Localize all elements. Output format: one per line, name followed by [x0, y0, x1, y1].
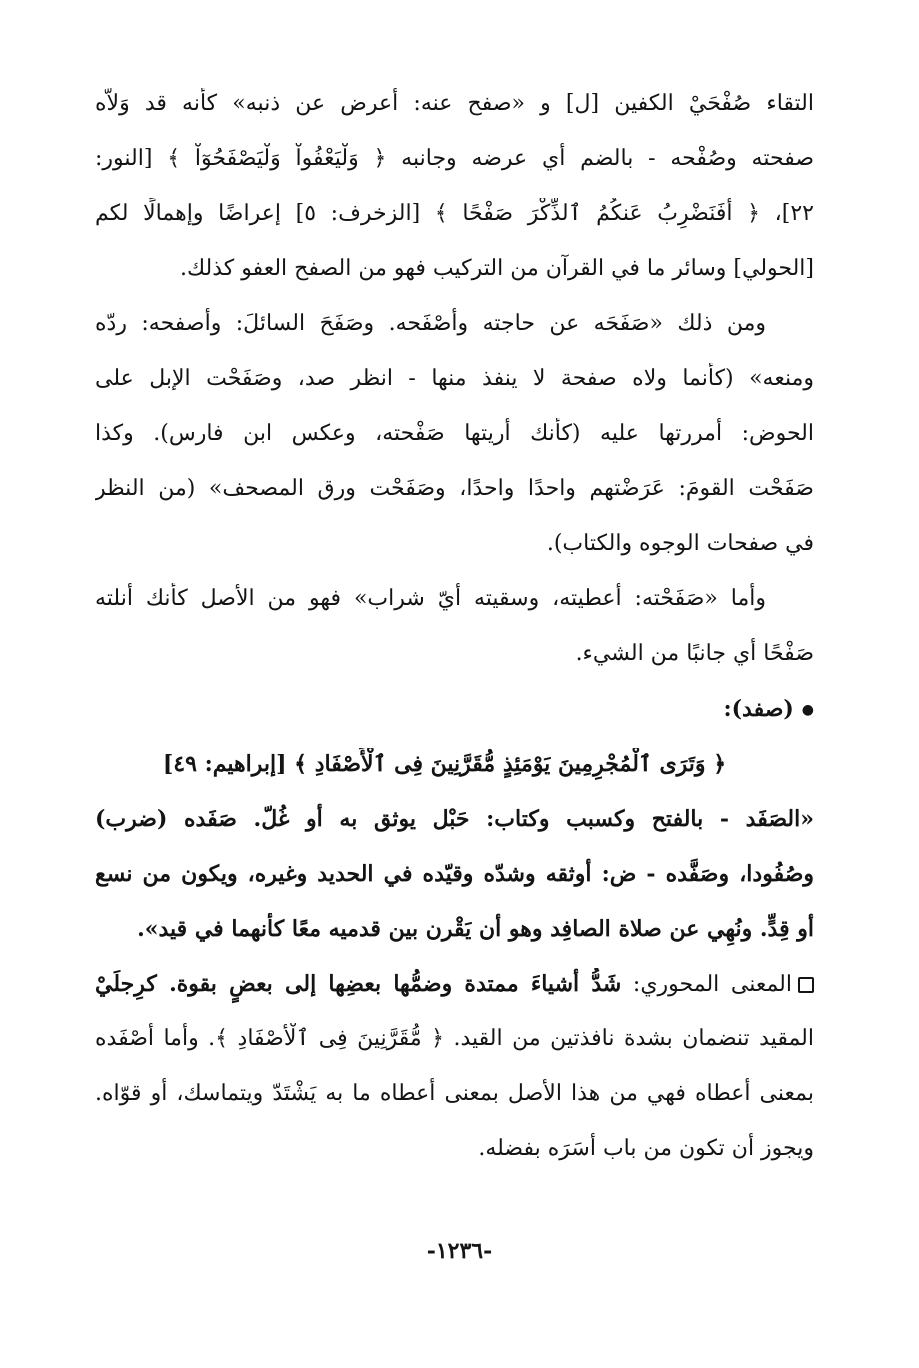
text-line: بمعنى أعطاه فهي من هذا الأصل بمعنى أعطاه ما به يَشْتَدّ ويتماسك، أو قوّاه. — [95, 1081, 814, 1106]
text-line: ومن ذلك «صَفَحَه عن حاجته وأَصْفَحه. وصَفَحَ السائلَ: وأصفحه: ردّه — [95, 311, 766, 336]
page-body — [95, 88, 814, 1188]
paragraph-core-meaning — [95, 968, 814, 1188]
text-line: صَفْحًا أي جانبًا من الشيء. — [575, 641, 814, 666]
square-marker-icon — [798, 977, 814, 993]
text-line: في صفحات الوجوه والكتاب). — [546, 531, 814, 556]
entry-heading-text: (صفد): — [723, 696, 794, 722]
paragraph-dictionary-definition — [95, 803, 814, 968]
bullet-icon: ● — [801, 702, 814, 718]
text-line: ويجوز أن تكون من باب أَسَرَه بفضله. — [478, 1136, 814, 1161]
core-meaning-label: المعنى المحوري: — [632, 972, 792, 997]
page-number: -١٢٣٦- — [426, 1238, 493, 1264]
text-line: «الصَفَد - بالفتح وكسبب وكتاب: حَبْل يوثق به أو غُلّ. صَفَده (ضرب) — [95, 806, 814, 832]
text-line: ٢٢]، ﴿ أَفَنَضْرِبُ عَنكُمُ ٱلذِّكْرَ صَفْحًا ﴾ [الزخرف: ٥] إعراضًا وإهمالًا لكم — [95, 201, 814, 226]
paragraph-safahahu — [95, 308, 814, 583]
paragraph-safahtuhu — [95, 583, 814, 693]
text-line: [الحولي] وسائر ما في القرآن من التركيب فهو من الصفح العفو كذلك. — [179, 256, 814, 281]
entry-heading — [95, 693, 814, 748]
text-line: وأما «صَفَحْته: أعطيته، وسقيته أيّ شراب» فهو من الأصل كأنك أنلته — [95, 586, 766, 611]
text-line: صَفَحْت القومَ: عَرَضْتهم واحدًا واحدًا، وصَفَحْت ورق المصحف» (من النظر — [95, 476, 814, 501]
text-line — [95, 968, 814, 1023]
core-meaning-text: شَدُّ أشياءَ ممتدة وضمُّها بعضِها إلى بعضٍ بقوة. كرِجلَيْ — [95, 971, 622, 997]
text-line: المقيد تنضمان بشدة نافذتين من القيد. ﴿ مُّقَرَّنِينَ فِى ٱلْأَصْفَادِ ﴾. وأما أَصْفَده — [95, 1026, 814, 1051]
text-line: التقاء صُفْحَيْ الكفين [ل] و «صفح عنه: أعرض عن ذنبه» كأنه قد وَلاّه — [95, 91, 814, 116]
paragraph-safh-continuation — [95, 88, 814, 308]
quran-verse: ﴿ وَتَرَى ٱلْمُجْرِمِينَ يَوْمَئِذٍ مُّقَرَّنِينَ فِى ٱلْأَصْفَادِ ﴾ [إبراهيم: ٤٩] — [162, 751, 727, 777]
text-line: أو قِدٍّ. ونُهِي عن صلاة الصافِد وهو أن يَقْرن بين قدميه معًا كأنهما في قيد». — [137, 916, 814, 942]
text-line: ومنعه» (كأنما ولاه صفحة لا ينفذ منها - انظر صد، وصَفَحْت الإبل على — [95, 366, 814, 391]
text-line: الحوض: أمررتها عليه (كأنك أريتها صَفْحته، وعكس ابن فارس). وكذا — [95, 421, 814, 446]
text-line: وصُفُودا، وصَفَّده - ض: أوثقه وشدّه وقيّده في الحديد وغيره، ويكون من نسع — [95, 861, 814, 887]
text-line: صفحته وصُفْحه - بالضم أي عرضه وجانبه ﴿ وَلْيَعْفُواْ وَلْيَصْفَحُوٓاْ ﴾ [النور: — [95, 146, 814, 171]
